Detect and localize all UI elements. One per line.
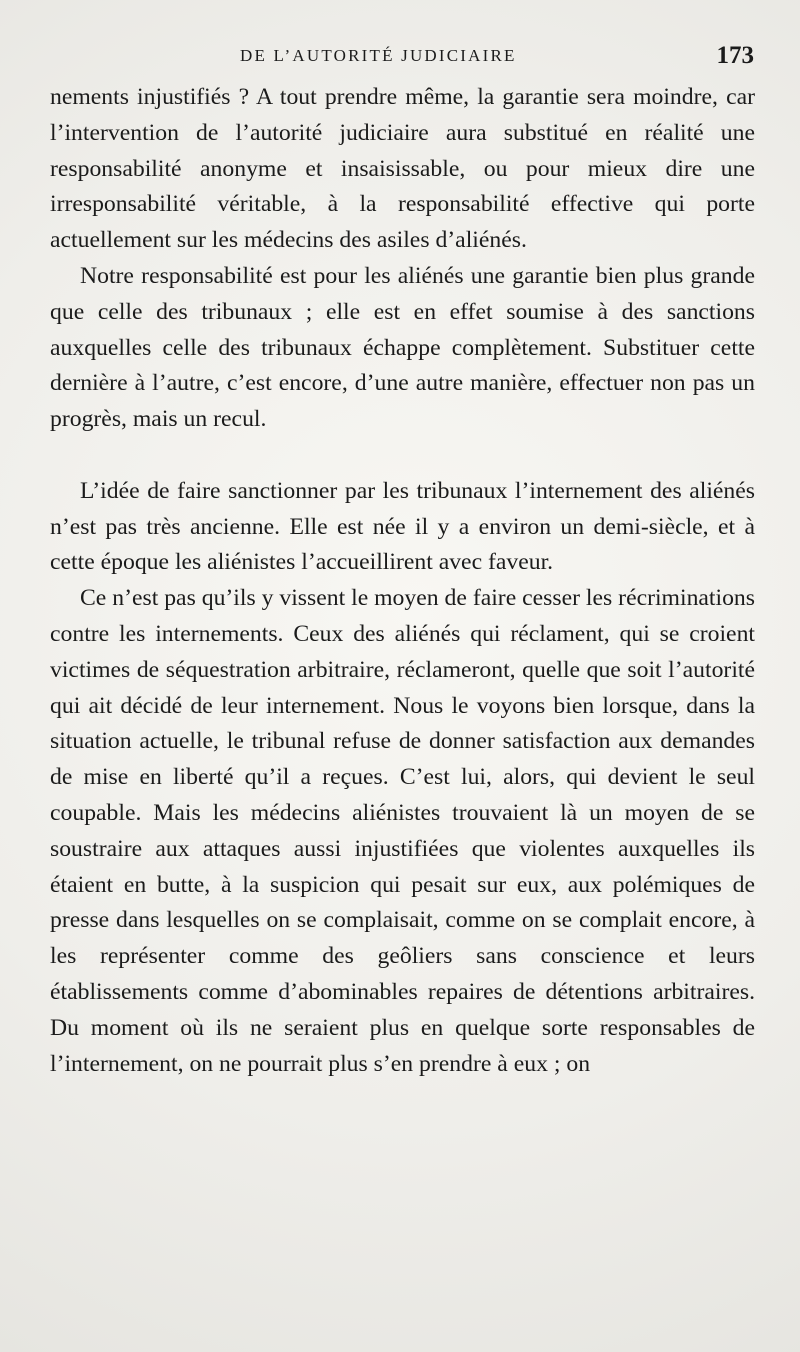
- paragraph-continuation: nements injustifiés ? A tout prendre même, la garantie sera moindre, car l’intervention de l’autorité judiciaire aura substitué en réalité une responsabilité anonyme et insaisissable, ou pour mieux dire une irresponsabilité véritable, à la responsabilité effective qui porte actuellement sur les médecins des asiles d’aliénés.: [50, 84, 755, 254]
- running-title: DE L’AUTORITÉ JUDICIAIRE: [240, 46, 517, 65]
- paragraph-recriminations: Ce n’est pas qu’ils y vissent le moyen de faire cesser les récriminations contre les internements. Ceux des aliénés qui réclament, qui se croient victimes de séquestration arbitraire, réclameront, quelle que soit l’autorité qui ait décidé de leur internement. Nous le voyons bien lorsque, dans la situation actuelle, le tribunal refuse de donner satisfaction aux demandes de mise en liberté qu’il a reçues. C’est lui, alors, qui devient le seul coupable. Mais les médecins aliénistes trouvaient là un moyen de se soustraire aux attaques aussi injustifiées que violentes auxquelles ils étaient en butte, à la suspicion qui pesait sur eux, aux polémiques de presse dans lesquelles on se complaisait, comme on se complait encore, à les représenter comme des geôliers sans conscience et leurs établissements comme d’abominables repaires de détentions arbitraires. Du moment où ils ne seraient plus en quelque sorte responsables de l’internement, on ne pourrait plus s’en prendre à eux ; on: [50, 585, 755, 1077]
- paragraph-idee: L’idée de faire sanctionner par les tribunaux l’internement des aliénés n’est pas très ancienne. Elle est née il y a environ un demi-siècle, et à cette époque les aliénistes l’accueillirent avec faveur.: [50, 477, 755, 576]
- page-number: 173: [716, 42, 754, 69]
- paragraph-responsabilite: Notre responsabilité est pour les aliénés une garantie bien plus grande que celle des tribunaux ; elle est en effet soumise à des sanctions auxquelles celle des tribunaux échappe complètement. Substituer cette dernière à l’autre, c’est encore, d’une autre manière, effectuer non pas un progrès, mais un recul.: [50, 262, 755, 433]
- running-header: [0, 40, 800, 80]
- page-body: [50, 80, 755, 1082]
